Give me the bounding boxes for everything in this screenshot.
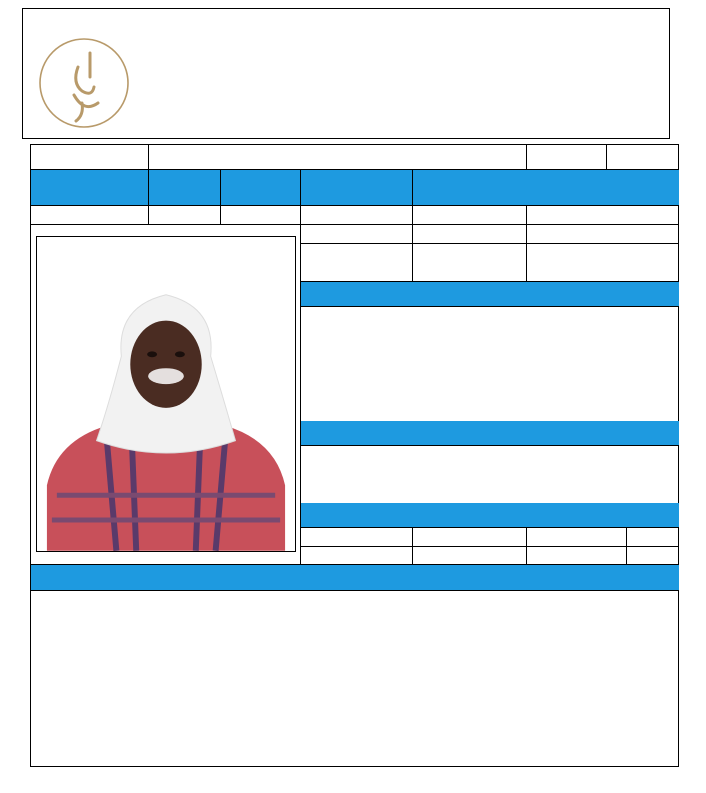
contract-value bbox=[413, 206, 527, 225]
employment-position-head bbox=[413, 528, 527, 547]
skills-section-header bbox=[31, 565, 679, 591]
position-value bbox=[413, 170, 679, 206]
contract-ar bbox=[527, 206, 679, 225]
religion-label bbox=[31, 170, 149, 206]
employment-country-head bbox=[527, 528, 627, 547]
age-label bbox=[527, 145, 607, 170]
contract-ar bbox=[527, 225, 679, 244]
employment-position bbox=[413, 547, 527, 565]
contract-ar bbox=[527, 244, 679, 282]
contract-label bbox=[301, 206, 413, 225]
age-value bbox=[607, 145, 679, 170]
contract-label bbox=[301, 244, 413, 282]
employment-blank bbox=[627, 528, 679, 547]
employment-country bbox=[527, 547, 627, 565]
weight-value bbox=[221, 206, 301, 225]
logo-icon bbox=[38, 37, 130, 129]
employment-period-head bbox=[301, 528, 413, 547]
contract-value bbox=[413, 225, 527, 244]
application-section-header bbox=[301, 282, 679, 307]
candidate-photo bbox=[36, 236, 296, 552]
name-label bbox=[31, 145, 149, 170]
employment-blank bbox=[627, 547, 679, 565]
employment-section-header bbox=[301, 503, 679, 528]
contract-label bbox=[301, 225, 413, 244]
name-value bbox=[149, 145, 527, 170]
employment-period bbox=[301, 547, 413, 565]
height-value bbox=[149, 206, 221, 225]
language-section-header bbox=[301, 421, 679, 446]
position-label bbox=[301, 170, 413, 206]
weight-label bbox=[221, 170, 301, 206]
religion-value bbox=[31, 206, 149, 225]
contract-value bbox=[413, 244, 527, 282]
height-label bbox=[149, 170, 221, 206]
